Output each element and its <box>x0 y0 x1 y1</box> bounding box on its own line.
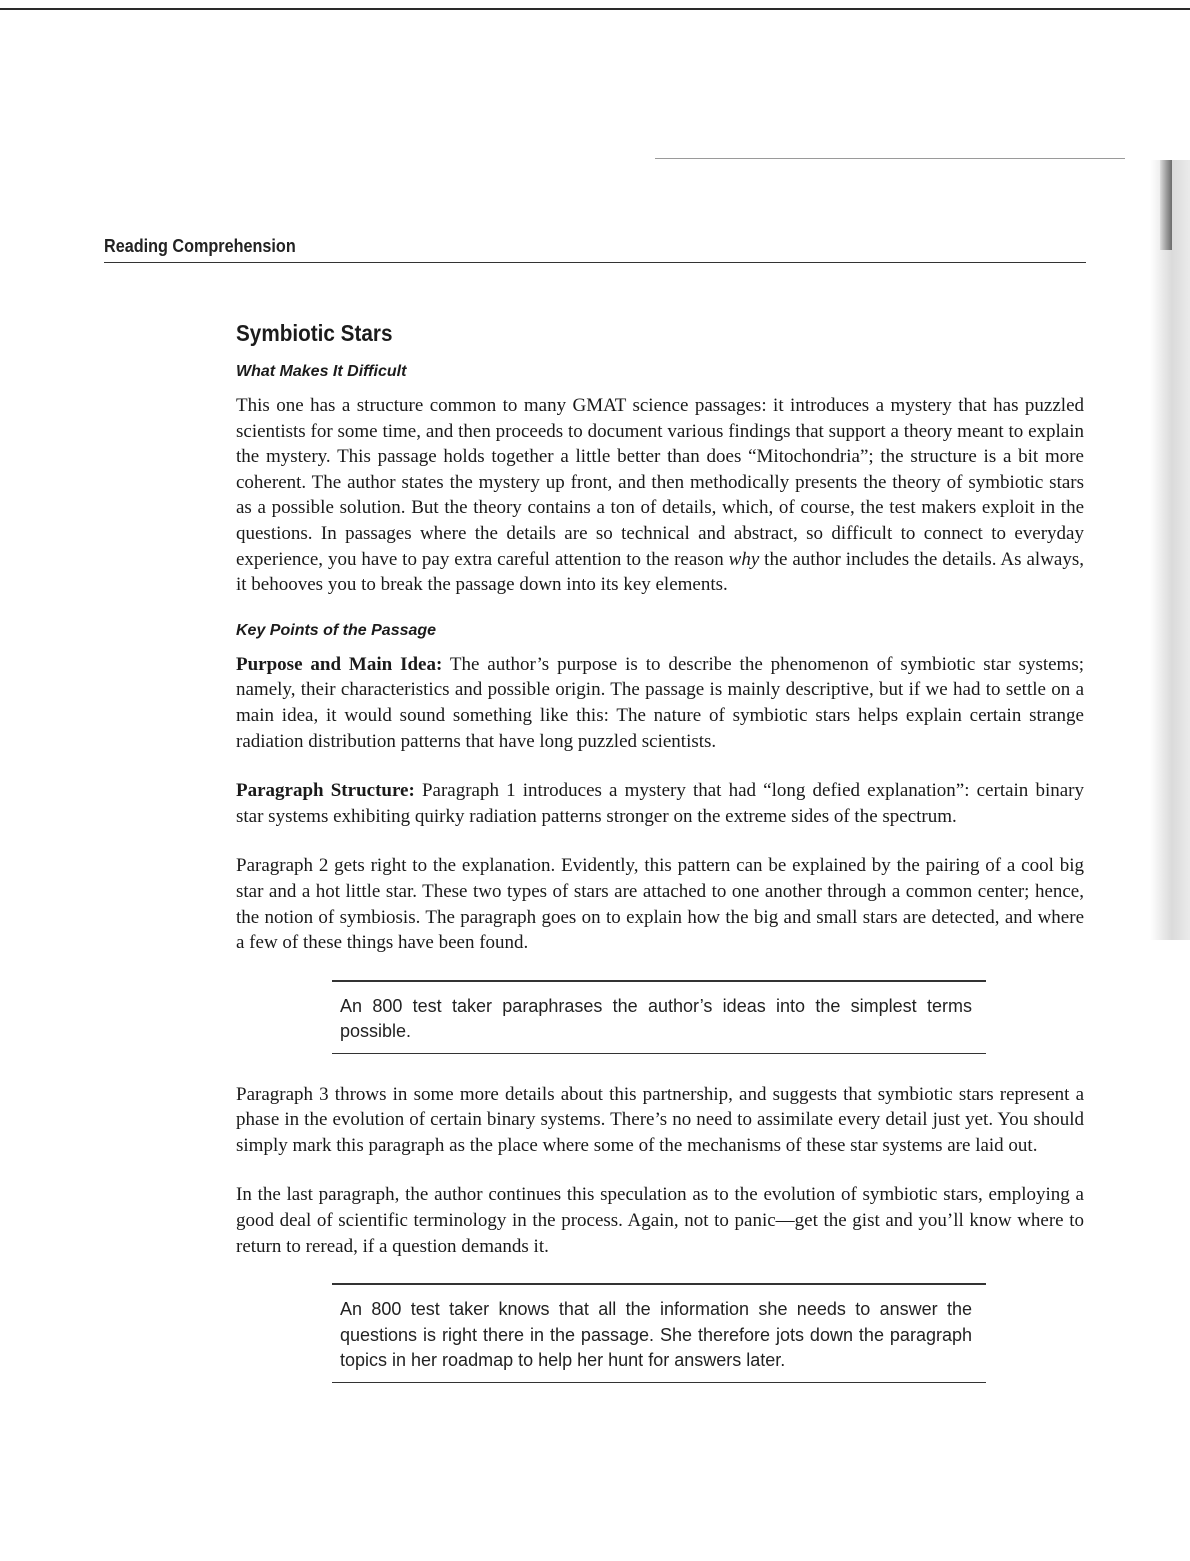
page-content <box>236 320 1084 1411</box>
purpose-label: Purpose and Main Idea: <box>236 653 443 675</box>
difficult-emphasis: why <box>728 548 760 570</box>
paragraph-3-summary: Paragraph 3 throws in some more details about this partnership, and suggests that symbiotic stars represent a phase in the evolution of certain binary systems. There’s no need to assimilate every detail just yet. You should simply mark this paragraph as the place where some of the mechanisms of these star systems are laid out. <box>236 1083 1084 1156</box>
difficult-text: This one has a structure common to many GMAT science passages: it introduces a mystery that has puzzled scientists for some time, and then proceeds to document various findings that support a theory meant to explain the mystery. This passage holds together a little better than does “Mitochondria”; the structure is a bit more coherent. The author states the mystery up front, and then methodically presents the theory of symbiotic stars as a possible solution. But the theory contains a ton of details, which, of course, the test makers exploit in the questions. In passages where the details are so technical and abstract, so difficult to connect to everyday experience, you have to pay extra careful attention to the reason <box>236 395 1084 570</box>
callout-1-text: An 800 test taker paraphrases the author’s ideas into the simplest terms possible. <box>340 995 972 1042</box>
callout-box-2 <box>332 1283 986 1383</box>
difficult-paragraph <box>236 393 1084 598</box>
purpose-text: The author’s purpose is to describe the phenomenon of symbiotic star systems; namely, their characteristics and possible origin. The passage is mainly descriptive, but if we had to settle on a main idea, it would sound something like this: The nature of symbiotic stars helps explain certain strange radiation distribution patterns that have long puzzled scientists. <box>236 653 1085 752</box>
top-rule <box>0 8 1190 10</box>
structure-text: Paragraph 1 introduces a mystery that had “long defied explanation”: certain binary star systems exhibiting quirky radiation patterns stronger on the extreme sides of the spectrum. <box>236 780 1084 827</box>
running-head: Reading Comprehension <box>104 236 296 256</box>
page-edge-shadow <box>1150 160 1190 940</box>
callout-2-text: An 800 test taker knows that all the information she needs to answer the questions is right there in the passage. She therefore jots down the paragraph topics in her roadmap to help her hunt for answers later. <box>340 1299 972 1371</box>
callout-box-1 <box>332 980 986 1054</box>
running-head-rule <box>104 262 1086 263</box>
subhead-key-points: Key Points of the Passage <box>236 621 437 639</box>
subhead-what-makes-it-difficult: What Makes It Difficult <box>236 363 407 380</box>
page-edge-dark <box>1160 160 1172 250</box>
scan-rule <box>655 158 1125 159</box>
section-title: Symbiotic Stars <box>236 320 393 346</box>
paragraph-2-summary: Paragraph 2 gets right to the explanation. Evidently, this pattern can be explained by the pairing of a cool big star and a hot little star. These two types of stars are attached to one another through a common center; hence, the notion of symbiosis. The paragraph goes on to explain how the big and small stars are detected, and where a few of these things have been found. <box>236 855 1084 954</box>
difficult-tail: the author includes the details. As always, it behooves you to break the passage down into its key elements. <box>236 548 1084 596</box>
structure-paragraph <box>236 778 1084 829</box>
paragraph-4-summary: In the last paragraph, the author continues this speculation as to the evolution of symbiotic stars, employing a good deal of scientific terminology in the process. Again, not to panic—get the gist and you’ll know where to return to reread, if a question demands it. <box>236 1184 1084 1257</box>
purpose-paragraph <box>236 652 1084 754</box>
structure-label: Paragraph Structure: <box>236 780 415 802</box>
